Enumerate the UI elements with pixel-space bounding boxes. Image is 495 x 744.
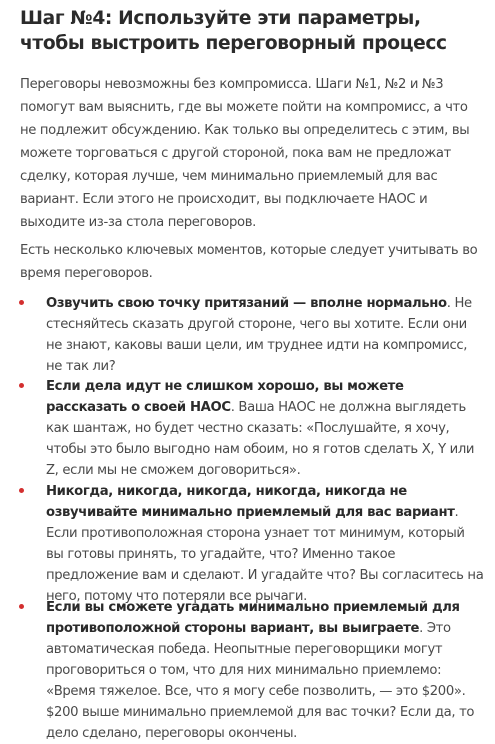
list-item-bold: Если дела идут не слишком хорошо, вы можете рассказать о своей НАОС (46, 379, 404, 415)
list-item-body: . Это автоматическая победа. Неопытные переговорщики могут проговориться о том, что для них минимально приемлемо: «Время тяжелое. Все, что я могу себе позволить, — это $200». $200 выше минимально приемлемой для вас точки? Если да, то дело сделано, переговоры окончены. (46, 621, 475, 741)
list-item-text (46, 597, 484, 744)
list-item-text (46, 481, 484, 607)
key-points-intro: Есть несколько ключевых моментов, которые следует учитывать во время переговоров. (20, 243, 478, 281)
article-heading: Шаг №4: Используйте эти параметры, чтобы выстроить переговорный процесс (20, 8, 447, 54)
bullet-dot-icon (19, 300, 24, 305)
list-item-text (46, 293, 484, 377)
list-item-bold: Озвучить свою точку притязаний — вполне нормально (46, 296, 447, 311)
list-item-body: . Если противоположная сторона узнает тот минимум, который вы готовы принять, то угадайте, что? Именно такое предложение вам и сделают. И угадайте что? Вы согласитесь на него, потому что потеряли все рычаги. (46, 505, 484, 604)
intro-paragraph: Переговоры невозможны без компромисса. Шаги №1, №2 и №3 помогут вам выяснить, где вы можете пойти на компромисс, а что не подлежит обсуждению. Как только вы определитесь с этим, вы можете торговаться с другой стороной, пока вам не предложат сделку, которая лучше, чем минимально приемлемый для вас вариант. Если этого не происходит, вы подключаете НАОС и выходите из-за стола переговоров. (20, 77, 470, 230)
list-item-body: . Не стесняйтесь сказать другой стороне, чего вы хотите. Если они не знают, каковы ваши цели, им труднее идти на компромисс, не так ли? (46, 296, 472, 374)
list-item-body: . Ваша НАОС не должна выглядеть как шантаж, но будет честно сказать: «Послушайте, я хочу, чтобы это было выгодно нам обоим, но я готов сделать X, Y или Z, если мы не сможем договориться». (46, 400, 475, 478)
list-item-bold: Если вы сможете угадать минимально приемлемый для противоположной стороны вариант, вы выиграете (46, 600, 460, 636)
bullet-dot-icon (19, 604, 24, 609)
bullet-dot-icon (19, 488, 24, 493)
list-item-text (46, 376, 484, 481)
bullet-dot-icon (19, 383, 24, 388)
list-item-bold: Никогда, никогда, никогда, никогда, никогда не озвучивайте минимально приемлемый для вас вариант (46, 484, 455, 520)
